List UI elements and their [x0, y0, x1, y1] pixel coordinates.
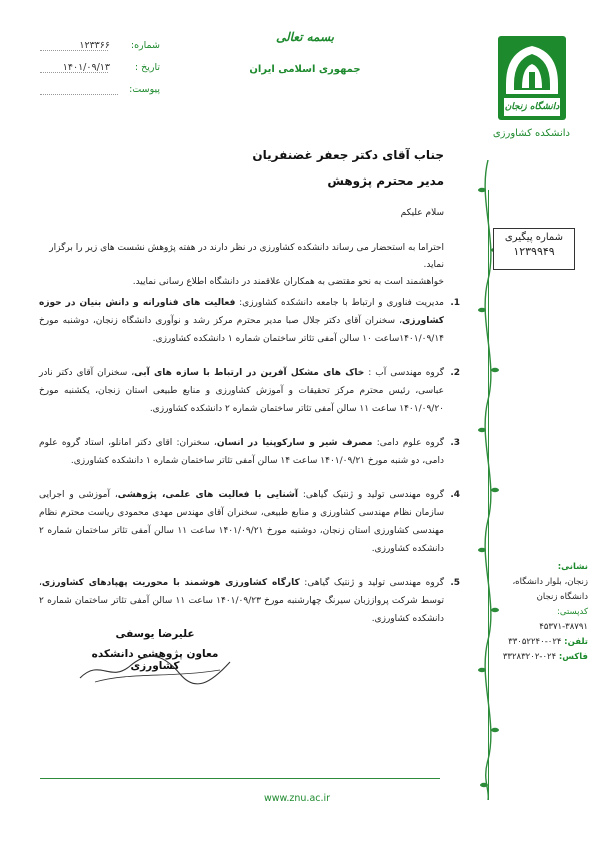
tracking-number-box: [493, 228, 575, 270]
intro-paragraph: [39, 240, 444, 291]
fax-value: ۰۲۴-۳۳۲۸۳۲۰۲: [502, 652, 557, 662]
list-item-topic: آشنایی با فعالیت های علمی، پژوهشی: [117, 490, 298, 500]
list-item-topic: فعالیت های فناورانه و دانش بنیان در حوزه کشاورزی: [39, 298, 444, 326]
letter-date-row: [40, 62, 160, 76]
tracking-number-value: ۱۲۳۹۹۴۹: [513, 245, 555, 258]
address-line-1: زنجان، بلوار دانشگاه،: [512, 577, 588, 587]
letter-date-value: ۱۴۰۱/۰۹/۱۳: [62, 62, 110, 73]
signature-block: [70, 628, 240, 672]
list-item-post: ، سخنران آقای دکتر جلال صبا مدیر محترم مرکز رشد و نوآوری دانشگاه زنجان، دوشنبه مورخ ۱۴۰۱/۰۹/۱۴ساعت ۱۰ سالن آمفی تئاتر ساختمان شماره ۱ دانشکده کشاورزی.: [39, 316, 444, 344]
basmala: بسمه تعالی: [275, 30, 335, 44]
signer-name: علیرضا یوسفی: [115, 628, 195, 640]
contact-info: [493, 560, 588, 665]
list-item-post: ، توسط شرکت پرواززبان سیرنگ چهارشنبه مورخ ۱۴۰۱/۰۹/۲۳ ساعت ۱۱ سالن آمفی تئاتر ساختمان شماره ۲ دانشکده کشاورزی.: [39, 578, 445, 624]
letter-number-label: شماره:: [130, 40, 160, 51]
list-item: [39, 486, 460, 558]
list-item-number: 5.: [450, 578, 460, 588]
addressee-name: جناب آقای دکتر جعفر غضنفریان: [252, 148, 444, 162]
republic-title: جمهوری اسلامی ایران: [249, 64, 361, 75]
letter-date-label: تاریخ :: [134, 62, 160, 73]
list-item-pre: گروه مهندسی تولید و ژنتیک گیاهی:: [299, 578, 444, 588]
phone-label: تلفن:: [564, 637, 588, 647]
list-item-number: 2.: [450, 368, 460, 378]
university-logo: [494, 34, 570, 122]
list-item-pre: گروه علوم دامی:: [372, 438, 444, 448]
tracking-number-label: شماره پیگیری: [504, 232, 564, 243]
list-item: [39, 434, 460, 470]
fax-label: فاکس:: [558, 652, 588, 662]
list-item-topic: کارگاه کشاورزی هوشمند با محوریت پهپادهای کشاورزی: [41, 578, 300, 588]
list-item: [39, 364, 460, 418]
footer-divider: [40, 778, 440, 779]
list-item-number: 1.: [450, 298, 460, 308]
list-item-topic: خاک های مشکل آفرین در ارتباط با سازه های آبی: [134, 368, 365, 378]
list-item: [39, 294, 460, 348]
logo-university-name: دانشگاه زنجان: [504, 102, 560, 112]
list-item-pre: گروه مهندسی تولید و ژنتیک گیاهی:: [297, 490, 444, 500]
list-item-pre: مدیریت فناوری و ارتباط با جامعه دانشکده کشاورزی:: [235, 298, 444, 308]
greeting: سلام علیکم: [400, 208, 444, 218]
postal-code-label: کدپستی:: [557, 607, 588, 617]
letter-number-dots: [40, 50, 108, 51]
list-item-post: ، آموزشی و اجرایی سازمان نظام مهندسی کشاورزی و منابع طبیعی، سخنران آقای مهندس مهدی محمودی ریاست محترم نظام مهندسی کشاورزی استان زنجان، دوشنبه مورخ ۱۴۰۱/۰۹/۲۱ ساعت ۱۱ سالن آمفی تئاتر ساختمان شماره ۲ دانشکده کشاورزی.: [39, 490, 444, 554]
list-item-pre: گروه مهندسی آب :: [364, 368, 445, 378]
list-item-number: 4.: [450, 490, 460, 500]
list-item-topic: مصرف شیر و سارکوپنیا در انسان: [216, 438, 373, 448]
handwritten-signature-icon: [70, 648, 240, 688]
letter-attachment-label: پیوست:: [129, 84, 160, 95]
website-link[interactable]: www.znu.ac.ir: [263, 793, 331, 804]
list-item-number: 3.: [450, 438, 460, 448]
postal-code-value: ۴۵۳۷۱-۳۸۷۹۱: [539, 622, 588, 632]
address-line-2: دانشگاه زنجان: [536, 592, 588, 602]
phone-value: ۰۲۴-۳۳۰۵۲۲۴۰: [508, 637, 562, 647]
signer-title: معاون پژوهشی دانشکده کشاورزی: [91, 648, 219, 672]
address-label: نشانی:: [557, 562, 588, 572]
list-item-post: ، سخنران آقای دکتر نادر عباسی، رئیس محترم مرکز تحقیقات و آموزش کشاورزی و منابع طبیعی استان زنجان، یکشنبه مورخ ۱۴۰۱/۰۹/۲۰ ساعت ۱۱ سالن آمفی تئاتر ساختمان شماره ۲ دانشکده کشاورزی.: [39, 368, 444, 414]
addressee-title: مدیر محترم پژوهش: [327, 174, 444, 188]
intro-line-2: خواهشمند است به نحو مقتضی به همکاران علاقمند در دانشگاه اطلاع رسانی نمایید.: [132, 277, 444, 287]
intro-line-1: احتراما به استحضار می رساند دانشکده کشاورزی در نظر دارند در هفته پژوهش نشست های زیر را برگزار نماید.: [49, 243, 444, 270]
letter-attachment-row: [40, 84, 160, 98]
list-item-post: ، سخنران: اقای دکتر امانلو، استاد گروه علوم دامی، دو شنبه مورخ ۱۴۰۱/۰۹/۲۱ ساعت ۱۴ سالن آمفی تئاتر ساختمان شماره ۱ دانشکده کشاورزی.: [39, 438, 444, 466]
letter-number-value: ۱۲۳۳۶۶: [79, 40, 110, 51]
list-item: [39, 574, 460, 628]
letter-attachment-dots: [40, 94, 118, 95]
letter-date-dots: [40, 72, 108, 73]
letter-number-row: [40, 40, 160, 54]
faculty-name: دانشکده کشاورزی: [492, 128, 570, 139]
